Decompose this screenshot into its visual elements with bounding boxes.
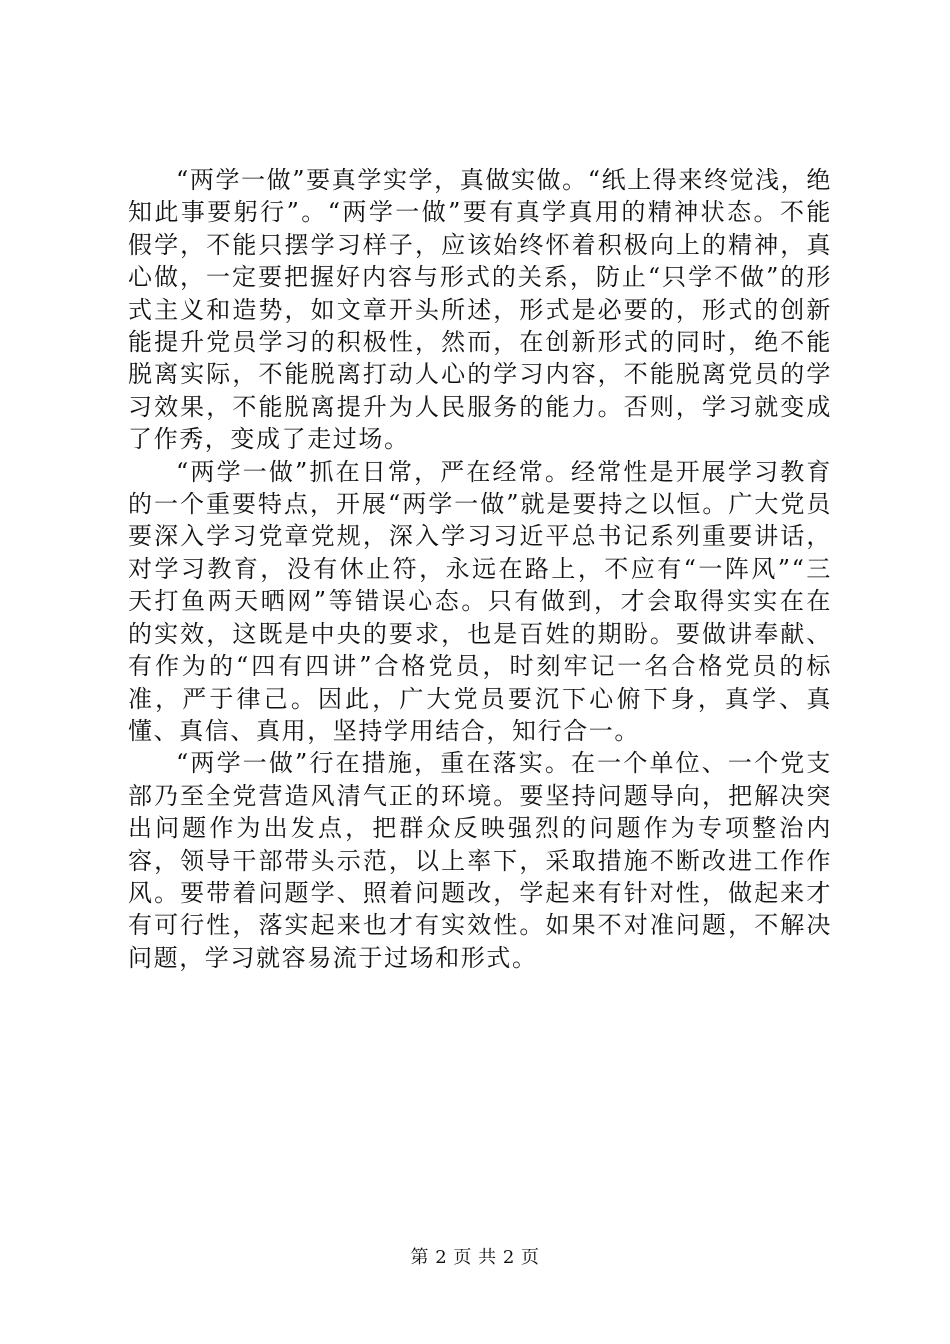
document-body [128, 164, 832, 974]
paragraph-2: “两学一做”抓在日常，严在经常。经常性是开展学习教育的一个重要特点，开展“两学一做”就是要持之以恒。广大党员要深入学习党章党规，深入学习习近平总书记系列重要讲话，对学习教育，没有休止符，永远在路上，不应有“一阵风”“三天打鱼两天晒网”等错误心态。只有做到，才会取得实实在在的实效，这既是中央的要求，也是百姓的期盼。要做讲奉献、有作为的“四有四讲”合格党员，时刻牢记一名合格党员的标准，严于律己。因此，广大党员要沉下心俯下身，真学、真懂、真信、真用，坚持学用结合，知行合一。 [128, 457, 832, 745]
paragraph-3: “两学一做”行在措施，重在落实。在一个单位、一个党支部乃至全党营造风清气正的环境。要坚持问题导向，把解决突出问题作为出发点，把群众反映强烈的问题作为专项整治内容，领导干部带头示范，以上率下，采取措施不断改进工作作风。要带着问题学、照着问题改，学起来有针对性，做起来才有可行性，落实起来也才有实效性。如果不对准问题，不解决问题，学习就容易流于过场和形式。 [128, 749, 832, 972]
paragraph-1: “两学一做”要真学实学，真做实做。“纸上得来终觉浅，绝知此事要躬行”。“两学一做”要有真学真用的精神状态。不能假学，不能只摆学习样子，应该始终怀着积极向上的精神，真心做，一定要把握好内容与形式的关系，防止“只学不做”的形式主义和造势，如文章开头所述，形式是必要的，形式的创新能提升党员学习的积极性，然而，在创新形式的同时，绝不能脱离实际，不能脱离打动人心的学习内容，不能脱离党员的学习效果，不能脱离提升为人民服务的能力。否则，学习就变成了作秀，变成了走过场。 [128, 166, 833, 454]
page-footer: 第 2 页 共 2 页 [410, 1247, 540, 1268]
